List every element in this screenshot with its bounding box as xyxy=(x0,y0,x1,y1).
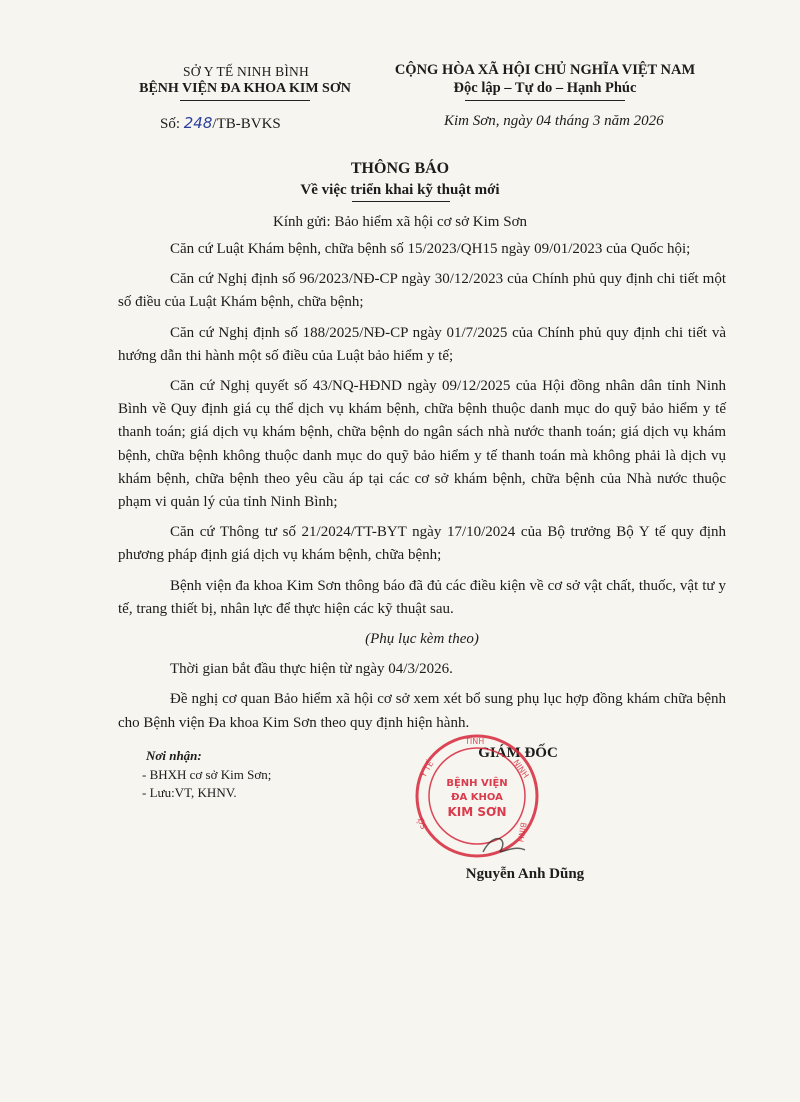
official-stamp xyxy=(413,732,541,860)
recipient-line: Kính gửi: Bảo hiểm xã hội cơ sở Kim Sơn xyxy=(273,214,527,230)
recipient-item: - Lưu:VT, KHNV. xyxy=(142,785,237,800)
paragraph: Bệnh viện đa khoa Kim Sơn thông báo đã đủ các điều kiện về cơ sở vật chất, thuốc, vật tư y tế, trang thiết bị, nhân lực để thực hiện các kỹ thuật sau. xyxy=(118,577,726,617)
document-title: THÔNG BÁO xyxy=(350,160,450,177)
subtitle-underline xyxy=(352,201,450,202)
paragraph: Căn cứ Nghị định số 188/2025/NĐ-CP ngày 01/7/2025 của Chính phủ quy định chi tiết và hướng dẫn thi hành một số điều của Luật bảo hiểm y tế; xyxy=(118,324,726,364)
national-motto: Độc lập – Tự do – Hạnh Phúc xyxy=(453,80,637,96)
organization-parent: SỞ Y TẾ NINH BÌNH xyxy=(183,64,309,79)
paragraph: Căn cứ Luật Khám bệnh, chữa bệnh số 15/2023/QH15 ngày 09/01/2023 của Quốc hội; xyxy=(170,241,691,257)
paragraph: Căn cứ Thông tư số 21/2024/TT-BYT ngày 17/10/2024 của Bộ trưởng Bộ Y tế quy định phương pháp định giá dịch vụ khám bệnh, chữa bệnh; xyxy=(118,524,726,564)
doc-number-handwritten: 248 xyxy=(183,114,213,132)
organization-underline xyxy=(180,100,310,101)
paragraph: Căn cứ Nghị định số 96/2023/NĐ-CP ngày 30/12/2023 của Chính phủ quy định chi tiết một số điều của Luật Khám bệnh, chữa bệnh; xyxy=(118,271,726,311)
appendix-note: (Phụ lục kèm theo) xyxy=(365,631,479,648)
stamp-text: KIM SƠN xyxy=(447,805,507,819)
svg-text:Y TẾ: Y TẾ xyxy=(418,759,436,779)
document-number xyxy=(160,114,281,133)
stamp-text: BỆNH VIỆN xyxy=(446,778,508,789)
organization-name: BỆNH VIỆN ĐA KHOA KIM SƠN xyxy=(139,81,351,96)
svg-text:SỞ: SỞ xyxy=(416,815,429,831)
recipients-heading: Nơi nhận: xyxy=(146,748,202,763)
motto-underline xyxy=(465,100,625,101)
doc-number-prefix: Số: xyxy=(160,116,181,132)
recipient-item: - BHXH cơ sở Kim Sơn; xyxy=(142,767,272,782)
document-subtitle: Về việc triển khai kỹ thuật mới xyxy=(300,182,500,198)
svg-text:NINH: NINH xyxy=(511,757,531,780)
svg-text:TỈNH: TỈNH xyxy=(465,737,485,746)
paragraph: Căn cứ Nghị quyết số 43/NQ-HĐND ngày 09/12/2025 của Hội đồng nhân dân tỉnh Ninh Bình về Quy định giá cụ thể dịch vụ khám bệnh, chữa bệnh thuộc danh mục do quỹ bảo hiểm y tế thanh toán; giá dịch vụ khám bệnh, chữa bệnh do ngân sách nhà nước thanh toán; giá dịch vụ khám bệnh, chữa bệnh không thuộc danh mục do quỹ bảo hiểm y tế thanh toán mà không phải là dịch vụ khám bệnh, chữa bệnh theo yêu cầu áp tại các cơ sở khám bệnh, chữa bệnh của Nhà nước thuộc phạm vi quản lý của tỉnh Ninh Bình; xyxy=(118,378,726,511)
paragraph: Thời gian bắt đầu thực hiện từ ngày 04/3/2026. xyxy=(170,661,453,678)
svg-text:BÌNH: BÌNH xyxy=(515,821,528,843)
nation-name: CỘNG HÒA XÃ HỘI CHỦ NGHĨA VIỆT NAM xyxy=(394,62,696,78)
stamp-text: ĐA KHOA xyxy=(451,792,503,803)
signer-name: Nguyễn Anh Dũng xyxy=(465,866,585,882)
document-date: Kim Sơn, ngày 04 tháng 3 năm 2026 xyxy=(444,113,664,129)
paragraph: Đề nghị cơ quan Bảo hiểm xã hội cơ sở xem xét bổ sung phụ lục hợp đồng khám chữa bệnh cho Bệnh viện Đa khoa Kim Sơn theo quy định hiện hành. xyxy=(118,691,726,731)
doc-number-suffix: /TB-BVKS xyxy=(212,116,281,132)
document-body xyxy=(118,238,726,742)
signer-title: GIÁM ĐỐC xyxy=(478,745,558,761)
